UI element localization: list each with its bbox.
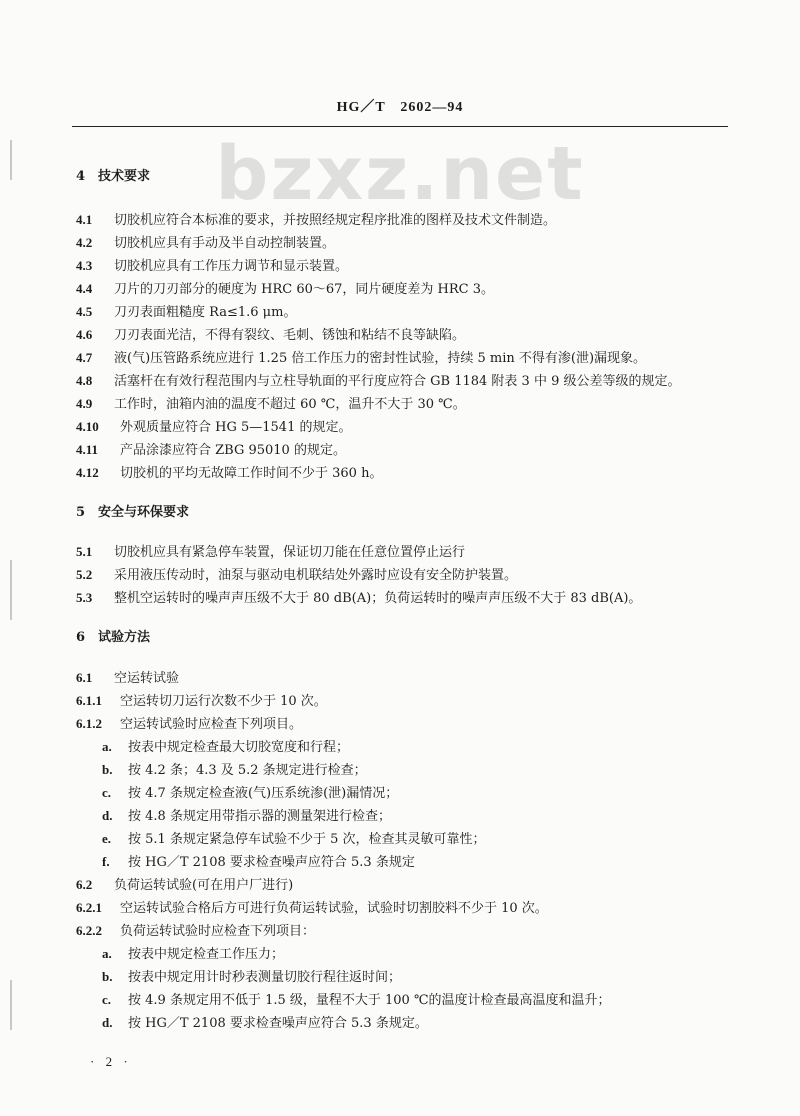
scan-edge-mark	[10, 980, 12, 1030]
clause-4-3: 4.3 切胶机应具有工作压力调节和显示装置。	[76, 258, 349, 274]
clause-6-2-1: 6.2.1 空运转试验合格后方可进行负荷运转试验，试验时切割胶料不少于 10 次。	[76, 900, 548, 916]
clause-4-11: 4.11 产品涂漆应符合 ZBG 95010 的规定。	[76, 442, 346, 458]
clause-4-9: 4.9 工作时，油箱内油的温度不超过 60 ℃，温升不大于 30 ℃。	[76, 396, 466, 412]
list-item: e. 按 5.1 条规定紧急停车试验不少于 5 次，检查其灵敏可靠性；	[102, 831, 486, 847]
standard-code: HG／T 2602—94	[336, 100, 464, 115]
clause-6-1-2: 6.1.2 空运转试验时应检查下列项目。	[76, 716, 303, 732]
clause-6-1: 6.1 空运转试验	[76, 670, 180, 686]
header-rule	[72, 126, 728, 127]
clause-4-10: 4.10 外观质量应符合 HG 5—1541 的规定。	[76, 419, 352, 435]
watermark: bzxz.net	[215, 131, 585, 217]
scan-edge-mark	[10, 560, 12, 620]
clause-4-7: 4.7 液(气)压管路系统应进行 1.25 倍工作压力的密封性试验，持续 5 min 不得有渗(泄)漏现象。	[76, 350, 647, 366]
list-item: d. 按 HG／T 2108 要求检查噪声应符合 5.3 条规定。	[102, 1015, 428, 1031]
clause-5-1: 5.1 切胶机应具有紧急停车装置，保证切刀能在任意位置停止运行	[76, 544, 466, 560]
list-item: c. 按 4.7 条规定检查液(气)压系统渗(泄)漏情况；	[102, 785, 399, 801]
section-4-title: 4 技术要求	[76, 169, 151, 184]
clause-4-8: 4.8 活塞杆在有效行程范围内与立柱导轨面的平行度应符合 GB 1184 附表 3 中 9 级公差等级的规定。	[76, 373, 681, 389]
list-item: a. 按表中规定检查工作压力；	[102, 946, 285, 962]
list-item: b. 按 4.2 条；4.3 及 5.2 条规定进行检查；	[102, 762, 367, 778]
clause-6-2: 6.2 负荷运转试验(可在用户厂进行)	[76, 877, 294, 893]
scan-edge-mark	[10, 140, 12, 180]
clause-6-1-1: 6.1.1 空运转切刀运行次数不少于 10 次。	[76, 693, 327, 709]
clause-4-4: 4.4 刀片的刀刃部分的硬度为 HRC 60～67，同片硬度差为 HRC 3。	[76, 281, 495, 297]
page-number: · 2 ·	[90, 1054, 132, 1069]
list-item: c. 按 4.9 条规定用不低于 1.5 级，量程不大于 100 ℃的温度计检查最高温度和温升；	[102, 992, 611, 1008]
clause-4-6: 4.6 刀刃表面光洁，不得有裂纹、毛刺、锈蚀和粘结不良等缺陷。	[76, 327, 466, 343]
list-item: d. 按 4.8 条规定用带指示器的测量架进行检查；	[102, 808, 391, 824]
clause-6-2-2: 6.2.2 负荷运转试验时应检查下列项目：	[76, 923, 316, 939]
section-5-title: 5 安全与环保要求	[76, 505, 190, 520]
clause-5-3: 5.3 整机空运转时的噪声声压级不大于 80 dB(A)；负荷运转时的噪声声压级不大于 83 dB(A)。	[76, 590, 642, 606]
list-item: a. 按表中规定检查最大切胶宽度和行程；	[102, 739, 350, 755]
list-item: f. 按 HG／T 2108 要求检查噪声应符合 5.3 条规定	[102, 854, 415, 870]
section-6-title: 6 试验方法	[76, 630, 151, 645]
clause-4-2: 4.2 切胶机应具有手动及半自动控制装置。	[76, 235, 336, 251]
clause-5-2: 5.2 采用液压传动时，油泵与驱动电机联结处外露时应设有安全防护装置。	[76, 567, 518, 583]
clause-4-12: 4.12 切胶机的平均无故障工作时间不少于 360 h。	[76, 465, 383, 481]
list-item: b. 按表中规定用计时秒表测量切胶行程往返时间；	[102, 969, 402, 985]
clause-4-1: 4.1 切胶机应符合本标准的要求，并按照经规定程序批准的图样及技术文件制造。	[76, 212, 557, 228]
clause-4-5: 4.5 刀刃表面粗糙度 Ra≤1.6 μm。	[76, 304, 297, 320]
